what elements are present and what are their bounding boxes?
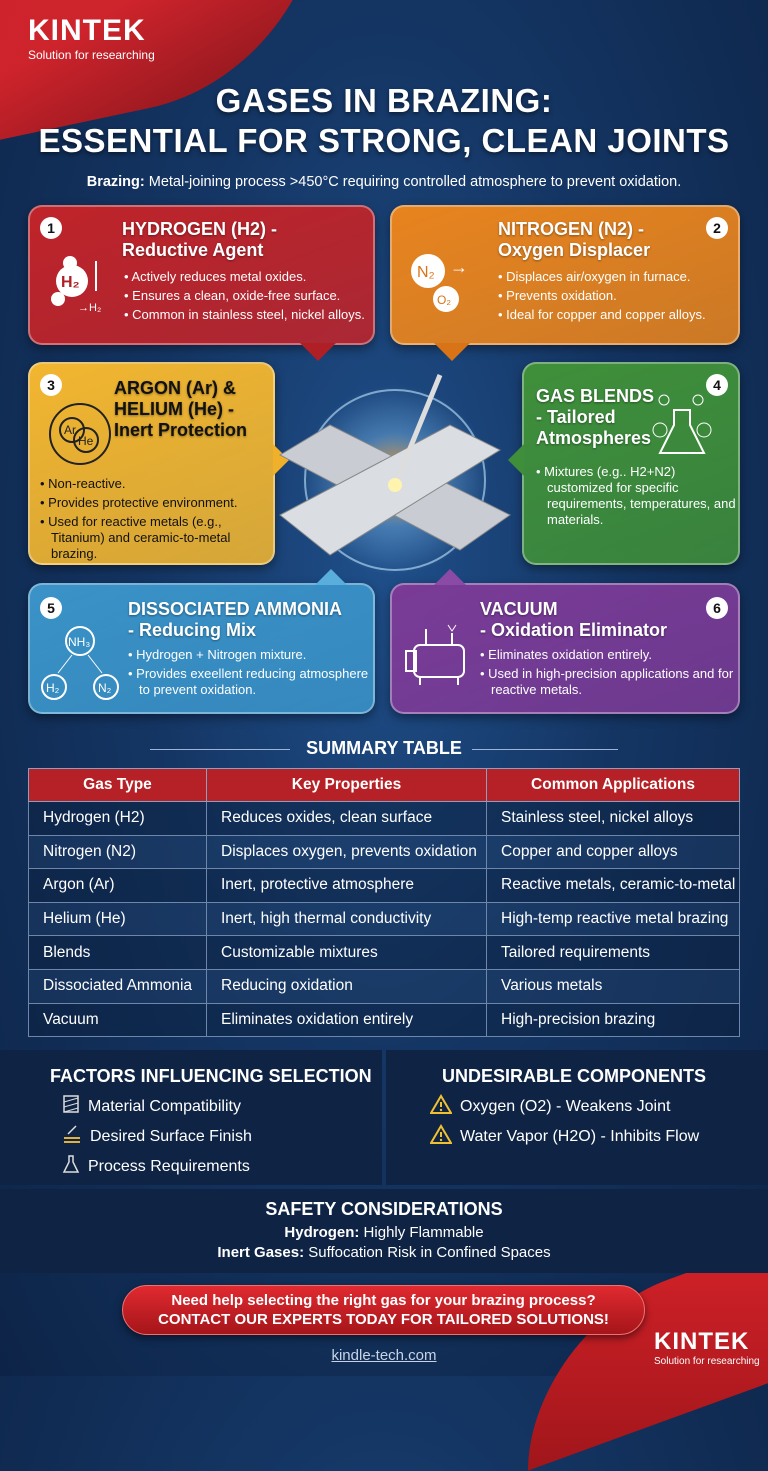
card-bullets: [40, 476, 272, 565]
undesirable-label: Water Vapor (H2O) - Inhibits Flow: [460, 1127, 700, 1145]
card-number-badge: 1: [40, 217, 62, 239]
column-header: Key Properties: [207, 769, 487, 802]
safety-line-inert: [0, 1244, 768, 1261]
safety-label: Inert Gases:: [217, 1244, 305, 1261]
card-title: [128, 599, 342, 641]
factor-item: [62, 1124, 252, 1149]
svg-text:→: →: [450, 257, 468, 277]
logo-text: KINTEK: [28, 14, 146, 47]
contact-experts-button[interactable]: [122, 1285, 645, 1335]
card-title: [498, 219, 650, 261]
card-bullets: [128, 647, 373, 701]
table-cell: High-precision brazing: [487, 1003, 740, 1037]
factor-item: [62, 1094, 241, 1119]
undesirable-panel: [386, 1050, 768, 1185]
table-row: [29, 802, 740, 836]
page-title-line1: GASES IN BRAZING:: [215, 82, 553, 119]
gas-card-6: [390, 583, 740, 714]
factor-label: Desired Surface Finish: [90, 1127, 252, 1145]
cta-line1: Need help selecting the right gas for your brazing process?: [171, 1292, 596, 1309]
bullet-item: • Ensures a clean, oxide-free surface.: [124, 288, 369, 304]
card-title-line: HYDROGEN (H2) -: [122, 219, 278, 239]
table-cell: Eliminates oxidation entirely: [207, 1003, 487, 1037]
table-row: [29, 1003, 740, 1037]
svg-text:N₂: N₂: [98, 681, 112, 695]
bullet-item: • Displaces air/oxygen in furnace.: [498, 269, 738, 285]
card-subtitle: - Reducing Mix: [128, 620, 257, 640]
warning-icon: [430, 1124, 452, 1149]
h2-molecule-icon: [44, 247, 114, 322]
table-cell: Reduces oxides, clean surface: [207, 802, 487, 836]
bullet-item: • Hydrogen + Nitrogen mixture.: [128, 647, 373, 663]
flask-icon: [652, 390, 712, 465]
gas-card-4: [522, 362, 740, 565]
card-bullets: [480, 647, 735, 701]
safety-title: SAFETY CONSIDERATIONS: [265, 1199, 503, 1219]
brand-logo: [28, 14, 155, 62]
ar-he-atom-icon: [46, 400, 116, 475]
card-title: [114, 378, 247, 441]
table-cell: Dissociated Ammonia: [29, 969, 207, 1003]
gas-card-1: [28, 205, 375, 345]
brazing-joint-illustration: [270, 365, 520, 575]
table-cell: High-temp reactive metal brazing: [487, 902, 740, 936]
material-icon: [62, 1094, 80, 1119]
card-title: [536, 386, 654, 449]
undesirable-item: [430, 1094, 670, 1119]
bullet-item: • Common in stainless steel, nickel alloys.: [124, 307, 369, 323]
svg-text:H₂: H₂: [46, 681, 60, 695]
factors-panel: [0, 1050, 382, 1185]
bullet-item: • Provides protective environment.: [40, 495, 272, 511]
surface-icon: [62, 1124, 82, 1149]
summary-title: SUMMARY TABLE: [306, 738, 462, 758]
svg-text:NH₃: NH₃: [68, 635, 91, 649]
website-link[interactable]: kindle-tech.com: [331, 1347, 437, 1364]
table-cell: Hydrogen (H2): [29, 802, 207, 836]
gas-card-5: [28, 583, 375, 714]
table-cell: Copper and copper alloys: [487, 835, 740, 869]
bullet-item: • Provides exeellent reducing atmosphere to prevent oxidation.: [128, 666, 373, 698]
footer-logo: [654, 1328, 760, 1367]
summary-table: [28, 768, 740, 1037]
safety-line-hydrogen: [0, 1224, 768, 1241]
svg-text:O₂: O₂: [437, 293, 451, 307]
card-number-badge: 3: [40, 374, 62, 396]
subtitle-text: Metal-joining process >450°C requiring controlled atmosphere to prevent oxidation.: [144, 174, 682, 190]
card-bullets: [498, 269, 738, 326]
card-subtitle-2: Atmospheres: [536, 428, 652, 448]
safety-panel: [0, 1189, 768, 1273]
safety-label: Hydrogen:: [284, 1224, 360, 1241]
safety-text: Highly Flammable: [359, 1224, 484, 1241]
svg-text:Ar: Ar: [64, 423, 76, 437]
bullet-item: • Non-reactive.: [40, 476, 272, 492]
card-title: [122, 219, 277, 261]
table-cell: Vacuum: [29, 1003, 207, 1037]
bullet-item: • Prevents oxidation.: [498, 288, 738, 304]
table-cell: Reactive metals, ceramic-to-metal: [487, 869, 740, 903]
page-subtitle: [0, 174, 768, 190]
table-cell: Customizable mixtures: [207, 936, 487, 970]
table-cell: Blends: [29, 936, 207, 970]
table-row: [29, 969, 740, 1003]
card-title-line: GAS BLENDS: [536, 386, 655, 406]
bullet-item: • Used for reactive metals (e.g., Titanium) and ceramic-to-metal brazing.: [40, 514, 272, 562]
bullet-item: • Actively reduces metal oxides.: [124, 269, 369, 285]
card-title-line: VACUUM: [480, 599, 558, 619]
table-row: [29, 902, 740, 936]
factor-label: Process Requirements: [88, 1157, 250, 1175]
table-cell: Displaces oxygen, prevents oxidation: [207, 835, 487, 869]
card-subtitle: Reductive Agent: [122, 240, 264, 260]
column-header: Gas Type: [29, 769, 207, 802]
svg-text:N₂: N₂: [417, 264, 435, 281]
logo-tagline: Solution for researching: [28, 48, 155, 62]
table-cell: Inert, high thermal conductivity: [207, 902, 487, 936]
card-bullets: [124, 269, 369, 326]
undesirable-item: [430, 1124, 699, 1149]
card-pointer: [434, 343, 470, 361]
nh3-dissociation-icon: [40, 625, 120, 710]
svg-text:He: He: [78, 434, 94, 448]
logo-tagline: Solution for researching: [654, 1356, 760, 1367]
table-row: [29, 835, 740, 869]
card-number-badge: 4: [706, 374, 728, 396]
table-cell: Various metals: [487, 969, 740, 1003]
card-subtitle-2: Inert Protection: [114, 420, 248, 440]
safety-text: Suffocation Risk in Confined Spaces: [304, 1244, 551, 1261]
undesirable-label: Oxygen (O2) - Weakens Joint: [460, 1097, 671, 1115]
svg-text:→H₂: →H₂: [78, 302, 102, 314]
card-pointer: [300, 343, 336, 361]
summary-title-row: [0, 738, 768, 759]
card-bullets: [536, 464, 736, 531]
table-cell: Reducing oxidation: [207, 969, 487, 1003]
card-number-badge: 5: [40, 597, 62, 619]
table-row: [29, 869, 740, 903]
warning-icon: [430, 1094, 452, 1119]
logo-text: KINTEK: [654, 1328, 750, 1355]
table-cell: Helium (He): [29, 902, 207, 936]
bullet-item: • Ideal for copper and copper alloys.: [498, 307, 738, 323]
card-title: [480, 599, 667, 641]
card-number-badge: 2: [706, 217, 728, 239]
table-cell: Stainless steel, nickel alloys: [487, 802, 740, 836]
card-title-line: NITROGEN (N2) -: [498, 219, 644, 239]
bullet-item: • Eliminates oxidation entirely.: [480, 647, 735, 663]
column-header: Common Applications: [487, 769, 740, 802]
flask-icon: [62, 1154, 80, 1179]
table-cell: Inert, protective atmosphere: [207, 869, 487, 903]
card-subtitle: - Oxidation Eliminator: [480, 620, 668, 640]
gas-card-3: [28, 362, 275, 565]
factor-item: [62, 1154, 250, 1179]
undesirable-title: UNDESIRABLE COMPONENTS: [442, 1066, 707, 1086]
table-cell: Tailored requirements: [487, 936, 740, 970]
bullet-item: • Mixtures (e.g.. H2+N2) customized for specific requirements, temperatures, and materials.: [536, 464, 736, 528]
card-title-line: DISSOCIATED AMMONIA: [128, 599, 342, 619]
subtitle-label: Brazing:: [86, 174, 145, 190]
factors-title: FACTORS INFLUENCING SELECTION: [50, 1066, 372, 1086]
card-number-badge: 6: [706, 597, 728, 619]
vacuum-pump-icon: [404, 619, 474, 694]
n2-o2-icon: [406, 247, 486, 322]
card-title-line: ARGON (Ar) &: [114, 378, 236, 398]
svg-text:H₂: H₂: [61, 274, 80, 291]
gas-card-2: [390, 205, 740, 345]
factor-label: Material Compatibility: [88, 1097, 241, 1115]
table-cell: Argon (Ar): [29, 869, 207, 903]
card-subtitle: Oxygen Displacer: [498, 240, 651, 260]
card-subtitle: - Tailored: [536, 407, 616, 427]
table-row: [29, 936, 740, 970]
table-cell: Nitrogen (N2): [29, 835, 207, 869]
page-title-line2: ESSENTIAL FOR STRONG, CLEAN JOINTS: [38, 122, 730, 159]
card-subtitle: HELIUM (He) -: [114, 399, 234, 419]
cta-line2: CONTACT OUR EXPERTS TODAY FOR TAILORED SOLUTIONS!: [158, 1311, 609, 1328]
bullet-item: • Used in high-precision applications and for reactive metals.: [480, 666, 735, 698]
